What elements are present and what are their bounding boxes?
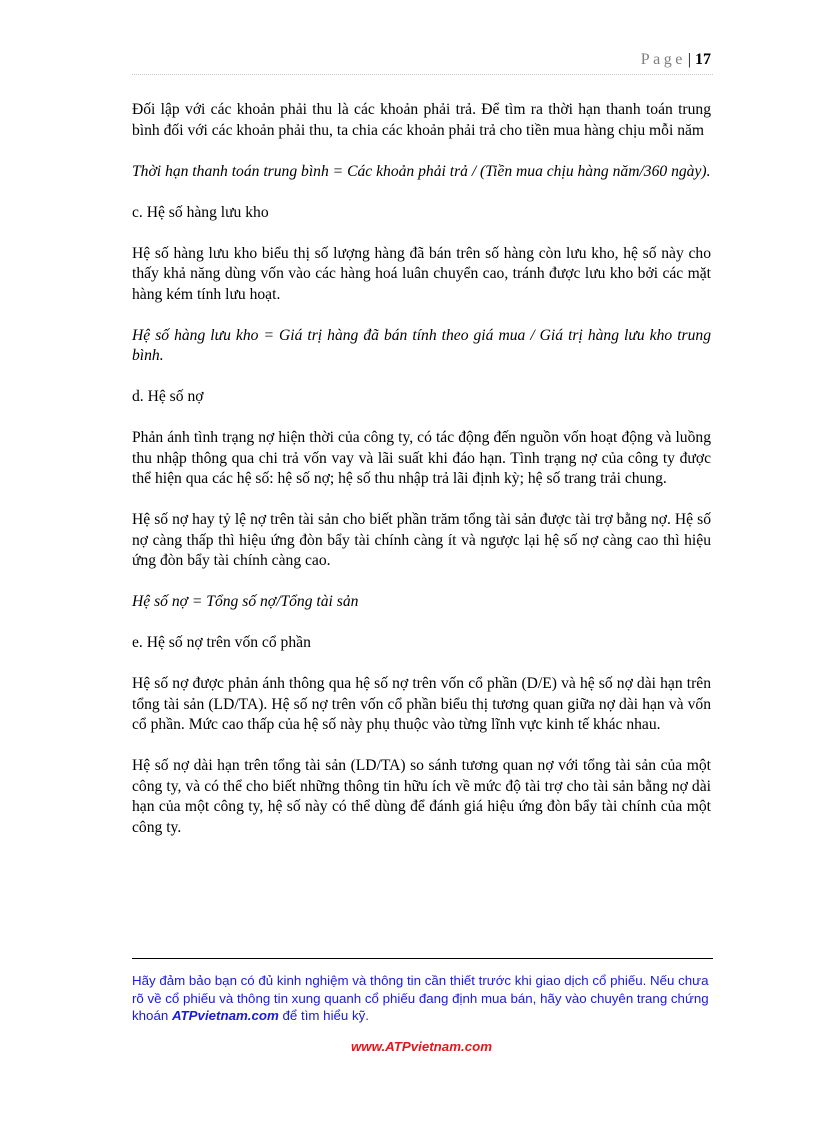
formula-inventory: Hệ số hàng lưu kho = Giá trị hàng đã bán tính theo giá mua / Giá trị hàng lưu kho trung bình. bbox=[132, 326, 711, 364]
paragraph-inventory: Hệ số hàng lưu kho biểu thị số lượng hàng đã bán trên số hàng còn lưu kho, hệ số này cho thấy khả năng dùng vốn vào các hàng hoá luân chuyển cao, tránh được lưu kho bởi các mặt hàng kém tính lưu hoạt. bbox=[132, 244, 711, 303]
paragraph-debt-ratio: Hệ số nợ hay tỷ lệ nợ trên tài sản cho biết phần trăm tổng tài sản được tài trợ bằng nợ. Hệ số nợ càng thấp thì hiệu ứng đòn bẩy tài chính càng ít và ngược lại hệ số nợ càng cao thì hiệu ứng đòn bẩy tài chính càng cao. bbox=[132, 511, 711, 569]
header-divider bbox=[132, 74, 713, 75]
page-header bbox=[641, 51, 711, 69]
footer-note-text-start: Hãy đảm bảo bạn có đủ kinh nghiệm và thông tin cần thiết trước khi giao dịch cổ phiếu. Nếu chưa rõ về cổ phiếu và thông tin xung quanh cổ phiếu đang định mua bán, hãy vào chuyên trang chứng khoán bbox=[132, 973, 709, 1023]
document-body bbox=[132, 100, 711, 859]
paragraph-debt-equity: Hệ số nợ được phản ánh thông qua hệ số nợ trên vốn cổ phần (D/E) và hệ số nợ dài hạn trên tổng tài sản (LD/TA). Hệ số nợ trên vốn cổ phần biểu thị tương quan giữa nợ dài hạn và vốn cổ phần. Mức cao thấp của hệ số này phụ thuộc vào từng lĩnh vực kinh tế khác nhau. bbox=[132, 675, 711, 733]
footer-note bbox=[132, 972, 713, 1025]
page-label: Page bbox=[640, 51, 686, 68]
footer-brand-link[interactable]: ATPvietnam.com bbox=[171, 1008, 279, 1023]
paragraph-payables: Đối lập với các khoản phải thu là các khoản phải trả. Để tìm ra thời hạn thanh toán trung bình đối với các khoản phải thu, ta chia các khoản phải trả cho tiền mua hàng chịu mỗi năm bbox=[132, 101, 711, 139]
formula-payment-period: Thời hạn thanh toán trung bình = Các khoản phải trả / (Tiền mua chịu hàng năm/360 ngày). bbox=[132, 162, 711, 180]
formula-debt-ratio: Hệ số nợ = Tổng số nợ/Tổng tài sản bbox=[132, 593, 359, 610]
section-heading-debt-equity: e. Hệ số nợ trên vốn cổ phần bbox=[132, 634, 311, 651]
paragraph-long-term-debt: Hệ số nợ dài hạn trên tổng tài sản (LD/TA) so sánh tương quan nợ với tổng tài sản của một công ty, và có thể cho biết những thông tin hữu ích về mức độ tài trợ cho tài sản bằng nợ dài hạn của một công ty, hệ số này có thể dùng để đánh giá hiệu ứng đòn bẩy tài chính của một công ty. bbox=[132, 757, 711, 836]
footer-divider bbox=[132, 958, 713, 959]
footer-note-text-end: để tìm hiểu kỹ. bbox=[278, 1008, 370, 1023]
page-number: 17 bbox=[695, 51, 711, 68]
footer-website-link[interactable]: www.ATPvietnam.com bbox=[350, 1039, 493, 1054]
page-separator: | bbox=[687, 51, 691, 68]
paragraph-debt-status: Phản ánh tình trạng nợ hiện thời của công ty, có tác động đến nguồn vốn hoạt động và luồng thu nhập thông qua chi trả vốn vay và lãi suất khi đáo hạn. Tình trạng nợ của công ty được thể hiện qua các hệ số: hệ số nợ; hệ số thu nhập trả lãi định kỳ; hệ số trang trải chung. bbox=[132, 429, 711, 487]
section-heading-inventory: c. Hệ số hàng lưu kho bbox=[132, 203, 269, 221]
section-heading-debt: d. Hệ số nợ bbox=[132, 388, 204, 405]
